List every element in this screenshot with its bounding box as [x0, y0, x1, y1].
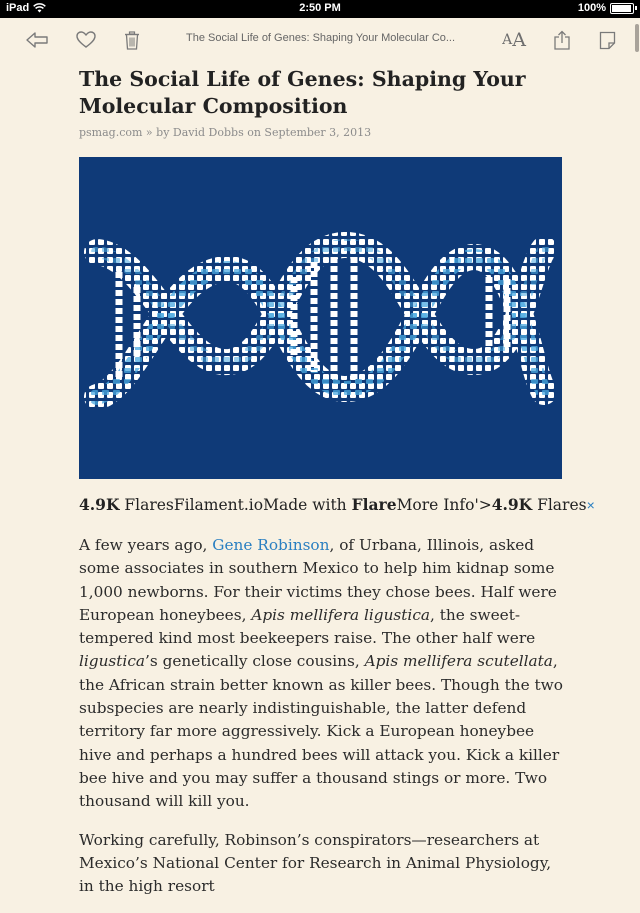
flare-text-2[interactable]: More Info'>	[396, 496, 492, 514]
article-title: The Social Life of Genes: Shaping Your Molecular Composition	[79, 67, 526, 118]
p1-text-e: , the African strain better known as killer bees. Though the two subspecies are nearly indistinguishable, the latter defend territory far more aggressively. Kick a European honeybee hive and perhaps a hundred bees will attack you. Kick a killer bee hive and you may suffer a thousand stings or more. Two thousand will kill you.	[79, 652, 563, 811]
share-icon	[553, 30, 571, 50]
paragraph-1	[79, 534, 563, 814]
status-bar	[0, 0, 640, 18]
flare-text-1: FlaresFilament.ioMade with	[124, 496, 352, 514]
flare-count: 4.9K	[79, 495, 120, 514]
back-arrow-icon	[25, 31, 49, 49]
clock: 2:50 PM	[299, 2, 341, 14]
heart-icon	[76, 31, 96, 49]
hero-image[interactable]	[79, 157, 562, 479]
reader-toolbar	[0, 18, 640, 60]
byline	[79, 126, 563, 139]
back-button[interactable]	[24, 28, 50, 52]
notes-button[interactable]	[594, 28, 620, 52]
article-body	[79, 534, 563, 913]
battery-fill	[612, 5, 631, 12]
p1-italic-2: ligustica	[79, 652, 146, 671]
scroll-indicator[interactable]	[635, 24, 639, 52]
byline-author-date: » by David Dobbs on September 3, 2013	[142, 126, 372, 139]
p1-italic-3: Apis mellifera scutellata	[364, 652, 553, 671]
like-button[interactable]	[73, 28, 99, 52]
battery-icon	[610, 3, 634, 14]
p1-text-d: ’s genetically close cousins,	[145, 652, 365, 671]
p1-text-a: A few years ago,	[79, 536, 213, 554]
flare-close-button[interactable]: ×	[586, 497, 595, 513]
battery-percent: 100%	[577, 2, 606, 14]
device-label: iPad	[6, 2, 30, 14]
font-small-a: A	[502, 32, 513, 48]
toolbar-title: The Social Life of Genes: Shaping Your Molecular Co...	[186, 32, 456, 44]
trash-icon	[124, 31, 140, 50]
flare-text-3: Flares	[532, 496, 587, 514]
flare-count-2: 4.9K	[491, 495, 533, 514]
p1-text-b: , of Urbana, Illinois, asked some associates in southern Mexico to help him kidnap some 1,000 newborns. For their victims they chose bees. Half were European honeybees,	[79, 536, 557, 624]
delete-button[interactable]	[119, 28, 145, 52]
paragraph-2: Working carefully, Robinson’s conspirators—researchers at Mexico’s National Center for Research in Animal Physiology, in the high resort	[79, 830, 552, 896]
share-button[interactable]	[549, 28, 575, 52]
note-icon	[599, 31, 616, 50]
p1-text-c: , the sweet-tempered kind most beekeepers raise. The other half were	[79, 605, 536, 648]
p1-italic-1: Apis mellifera ligustica	[251, 605, 431, 624]
font-settings-button[interactable]	[499, 28, 529, 52]
dna-helix-illustration	[79, 157, 562, 479]
status-right	[578, 2, 634, 14]
gene-robinson-link[interactable]: Gene Robinson	[212, 536, 330, 554]
flare-brand[interactable]: Flare	[351, 495, 397, 514]
source-link[interactable]: psmag.com	[79, 126, 143, 139]
share-counter-bar	[79, 495, 595, 514]
article-header	[79, 66, 563, 139]
font-large-a: A	[512, 29, 526, 51]
